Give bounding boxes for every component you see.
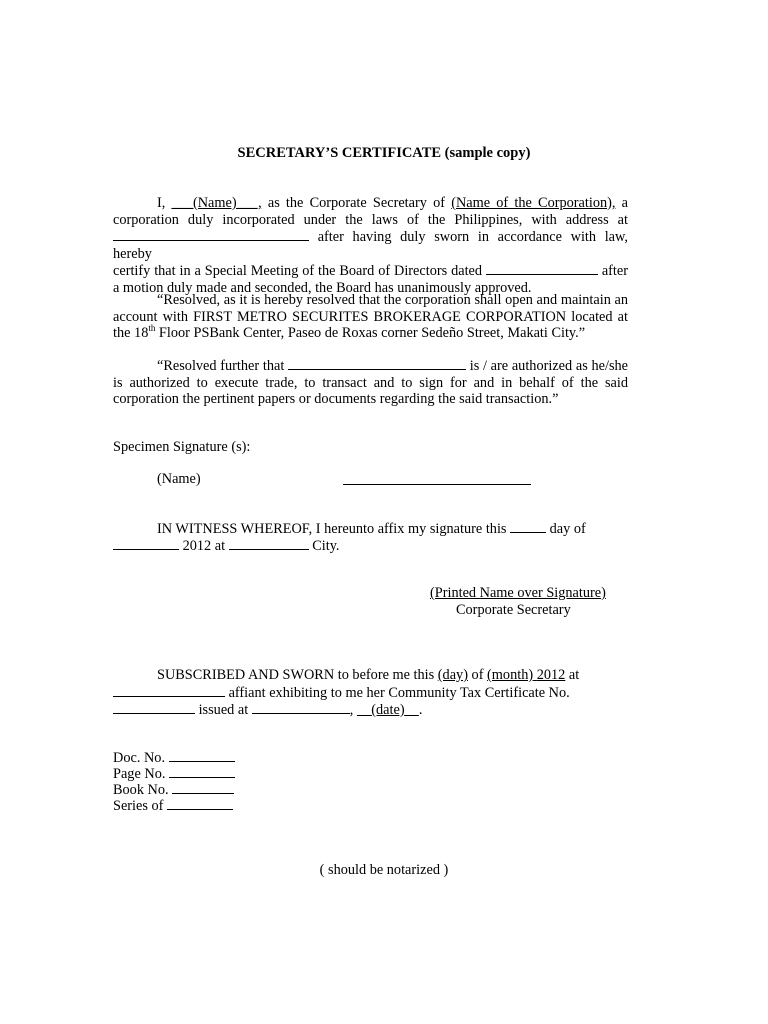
sworn-line1: SUBSCRIBED AND SWORN to before me this (day) of (month) 2012 at bbox=[157, 667, 580, 683]
name-placeholder: ___(Name)___, bbox=[171, 195, 262, 211]
para2-line1: “Resolved, as it is hereby resolved that the corporation shall open and maintain an bbox=[157, 292, 628, 308]
book-no-line: Book No. bbox=[113, 781, 234, 799]
para1-line1: I, ___(Name)___, as the Corporate Secretary of (Name of the Corporation), a bbox=[157, 195, 628, 211]
corporate-secretary-label: Corporate Secretary bbox=[456, 602, 571, 618]
issued-at-blank bbox=[252, 701, 350, 714]
witness-line2: 2012 at City. bbox=[113, 537, 340, 555]
corporation-placeholder: (Name of the Corporation), bbox=[451, 195, 616, 211]
para3-line2: is authorized to execute trade, to transact and to sign for and in behalf of the said bbox=[113, 374, 628, 391]
para3-line3: corporation the pertinent papers or documents regarding the said transaction.” bbox=[113, 391, 559, 407]
para1-line4: certify that in a Special Meeting of the Board of Directors dated after bbox=[113, 263, 628, 279]
printed-name-over-signature: (Printed Name over Signature) bbox=[430, 585, 606, 601]
sworn-line3: issued at , (date) . bbox=[113, 701, 422, 719]
ctc-number-blank bbox=[113, 701, 195, 714]
certification-paragraph bbox=[113, 195, 628, 296]
para1-line2: corporation duly incorporated under the laws of the Philippines, with address at bbox=[113, 211, 628, 228]
page-no-line: Page No. bbox=[113, 765, 235, 783]
specimen-name: (Name) bbox=[157, 471, 201, 487]
specimen-signature-label: Specimen Signature (s): bbox=[113, 439, 251, 455]
document-title: SECRETARY’S CERTIFICATE (sample copy) bbox=[237, 145, 531, 161]
affiant-blank bbox=[113, 684, 225, 697]
witness-month-blank bbox=[113, 537, 179, 550]
para2-line2: account with FIRST METRO SECURITES BROKERAGE CORPORATION located at bbox=[113, 308, 628, 325]
resolution-paragraph bbox=[113, 292, 628, 342]
witness-line1: IN WITNESS WHEREOF, I hereunto affix my signature this day of bbox=[157, 521, 586, 537]
witness-city-blank bbox=[229, 537, 309, 550]
doc-no-line: Doc. No. bbox=[113, 749, 235, 767]
specimen-signature-line bbox=[343, 472, 531, 490]
para2-line3: the 18th Floor PSBank Center, Paseo de Roxas corner Sedeño Street, Makati City.” bbox=[113, 323, 586, 341]
witness-day-blank bbox=[510, 520, 546, 533]
sworn-day: (day) bbox=[437, 667, 468, 683]
para1-line3: after having duly sworn in accordance with law, hereby bbox=[113, 229, 628, 262]
para3-line1: “Resolved further that is / are authorized as he/she bbox=[157, 358, 629, 374]
address-blank bbox=[113, 228, 309, 241]
series-of-line: Series of bbox=[113, 797, 233, 815]
authorized-person-blank bbox=[288, 357, 466, 370]
notarization-note: ( should be notarized ) bbox=[319, 862, 449, 878]
authorization-paragraph bbox=[113, 357, 628, 408]
sworn-line2: affiant exhibiting to me her Community Tax Certificate No. bbox=[113, 684, 570, 702]
meeting-date-blank bbox=[486, 262, 598, 275]
sworn-month-year: (month) 2012 bbox=[487, 667, 566, 683]
para1-line5: a motion duly made and seconded, the Board has unanimously approved. bbox=[113, 279, 532, 296]
issued-date: (date) bbox=[371, 702, 405, 718]
